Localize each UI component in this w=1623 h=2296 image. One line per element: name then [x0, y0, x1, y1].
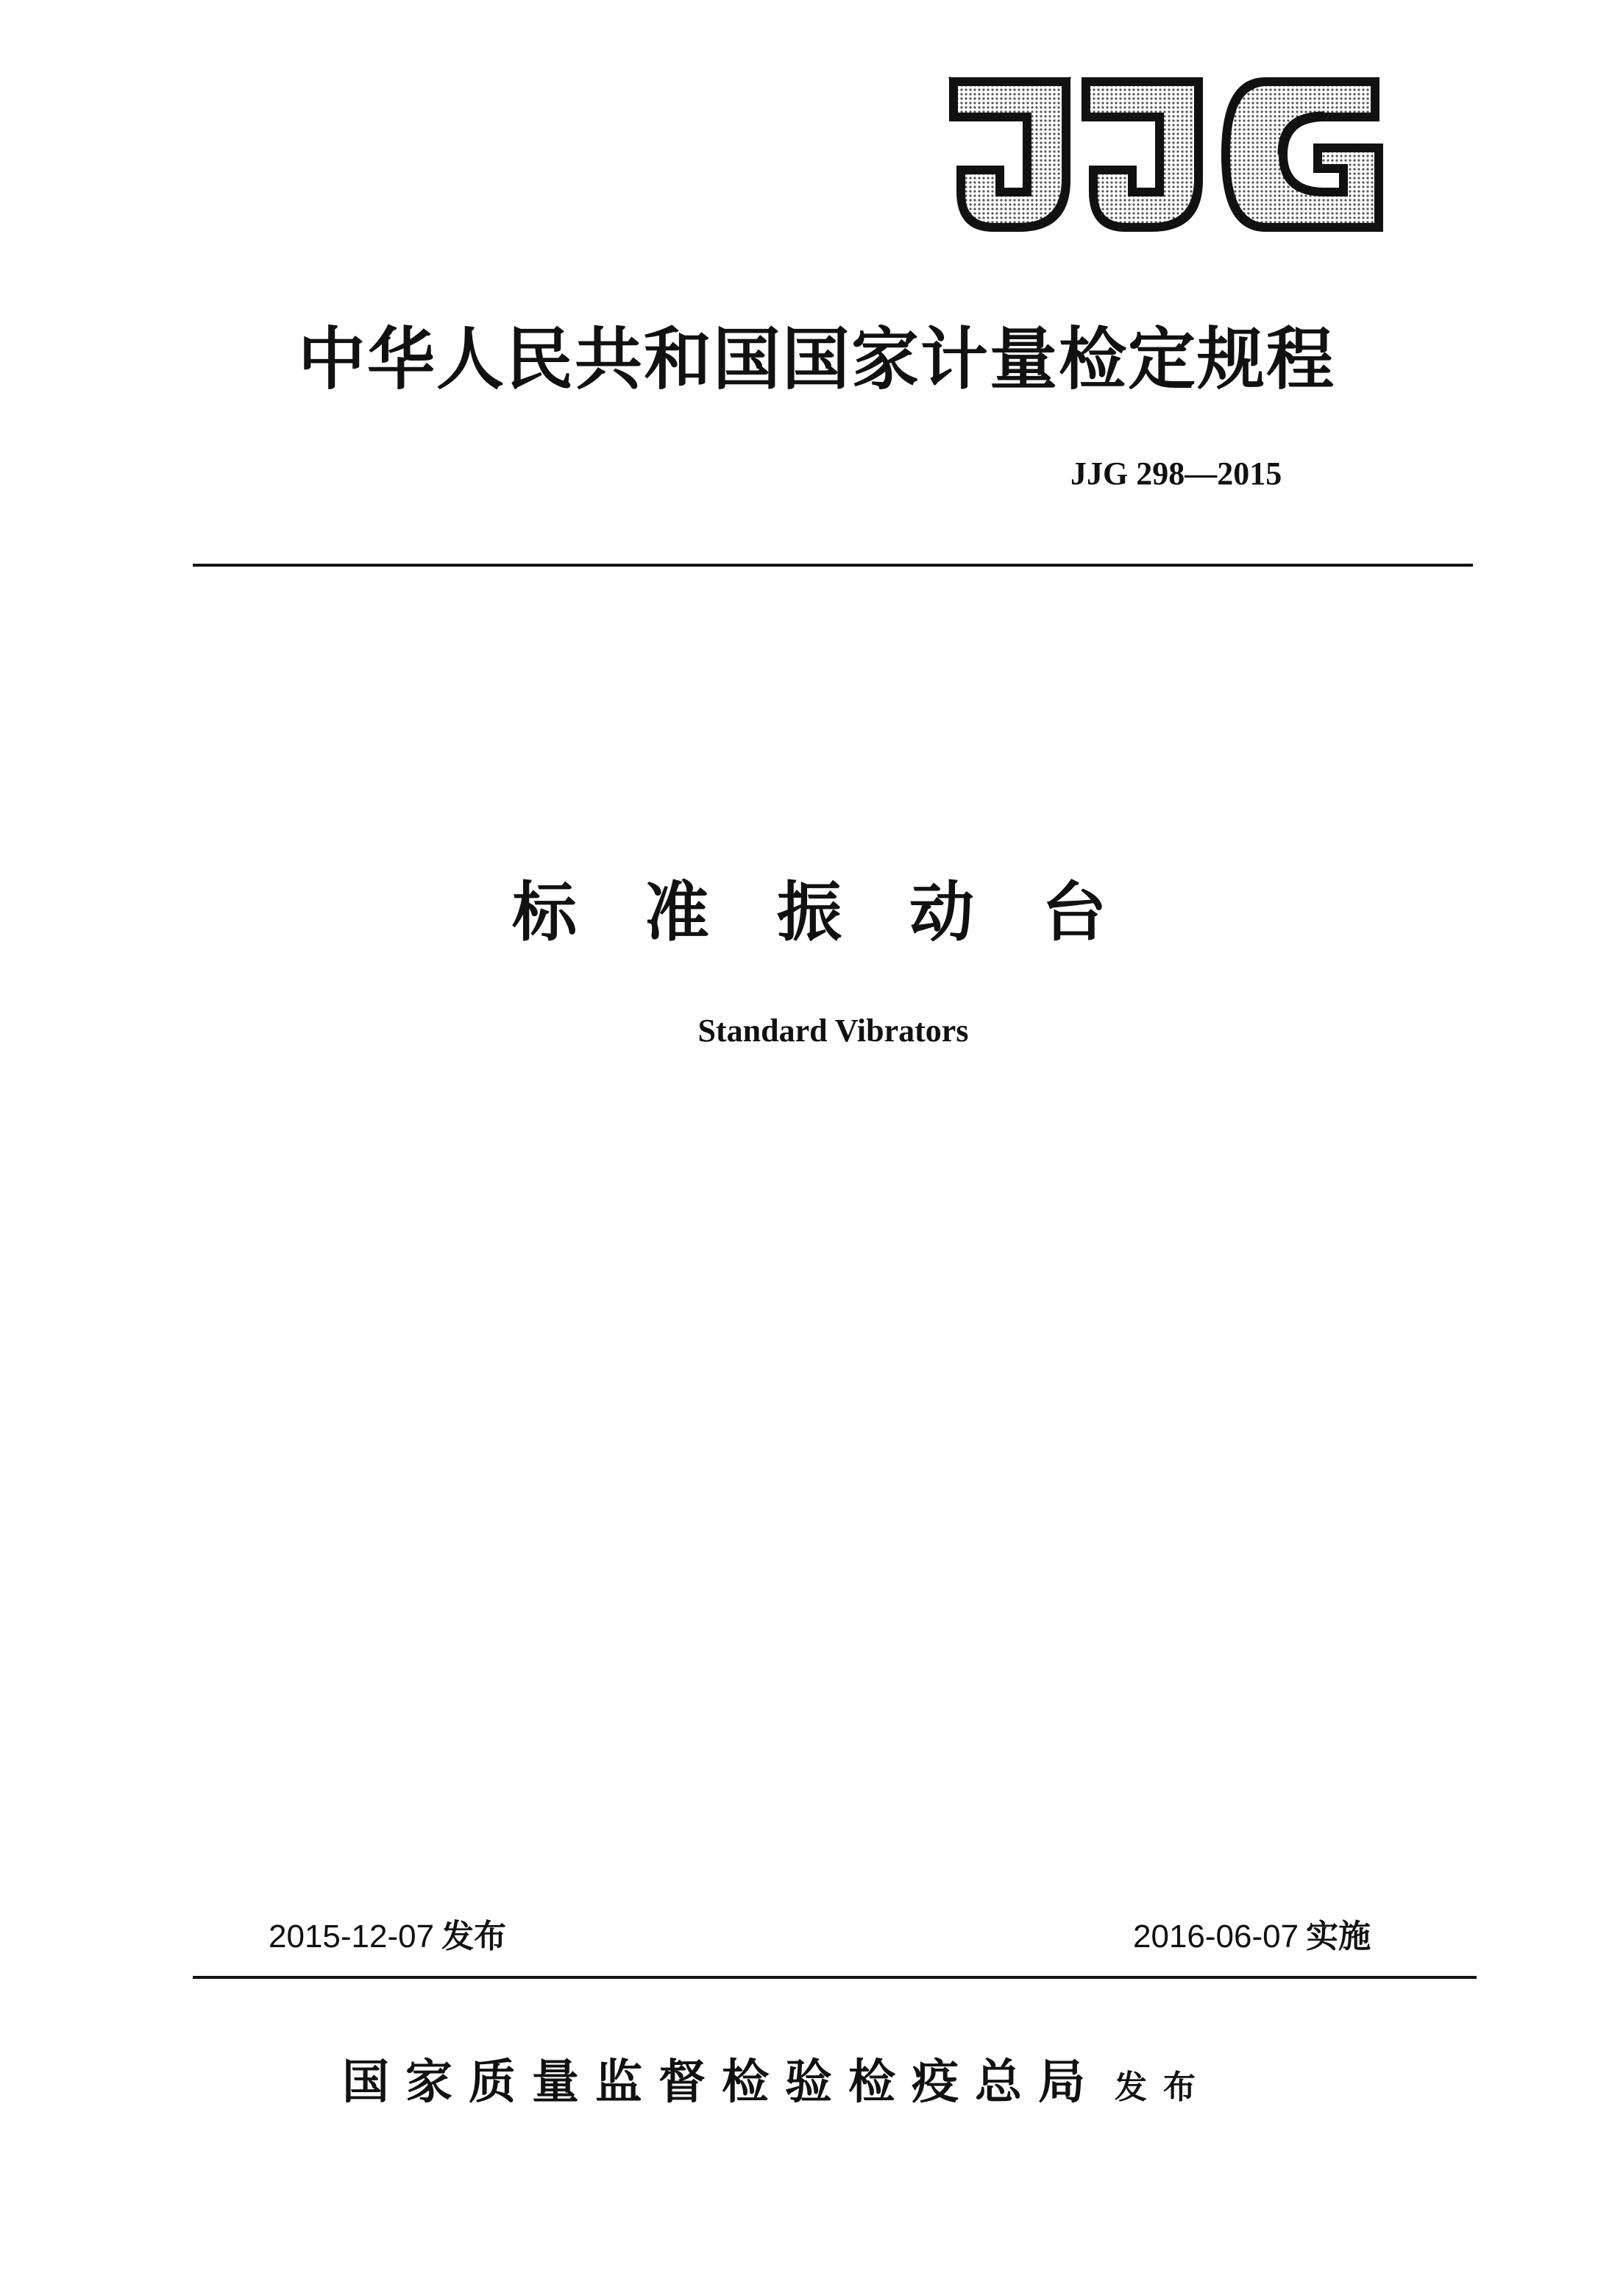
jjg-logo	[942, 70, 1391, 239]
publisher-line	[342, 2044, 1372, 2112]
document-title-zh: 标准振动台	[511, 874, 1174, 950]
logo-letter-j2	[1082, 77, 1203, 232]
top-divider	[193, 564, 1473, 567]
logo-letter-j1	[949, 77, 1070, 232]
jjg-logo-graphic	[942, 70, 1391, 239]
regulation-series-title: 中华人民共和国国家计量检定规程	[297, 319, 1335, 399]
issue-label: 发布	[441, 1918, 507, 1955]
publisher-action: 发布	[1115, 2069, 1212, 2106]
bottom-divider	[193, 1976, 1477, 1979]
implement-date-line	[1133, 1910, 1371, 1957]
issue-date: 2015-12-07	[269, 1918, 435, 1955]
regulation-code: JJG 298—2015	[1070, 456, 1282, 492]
issue-date-line	[269, 1910, 506, 1957]
logo-letter-g	[1221, 77, 1383, 232]
publisher-name: 国家质量监督检验检疫总局	[342, 2055, 1101, 2110]
document-title-en: Standard Vibrators	[697, 1013, 969, 1049]
implement-date: 2016-06-07	[1133, 1918, 1299, 1955]
implement-label: 实施	[1306, 1918, 1371, 1955]
